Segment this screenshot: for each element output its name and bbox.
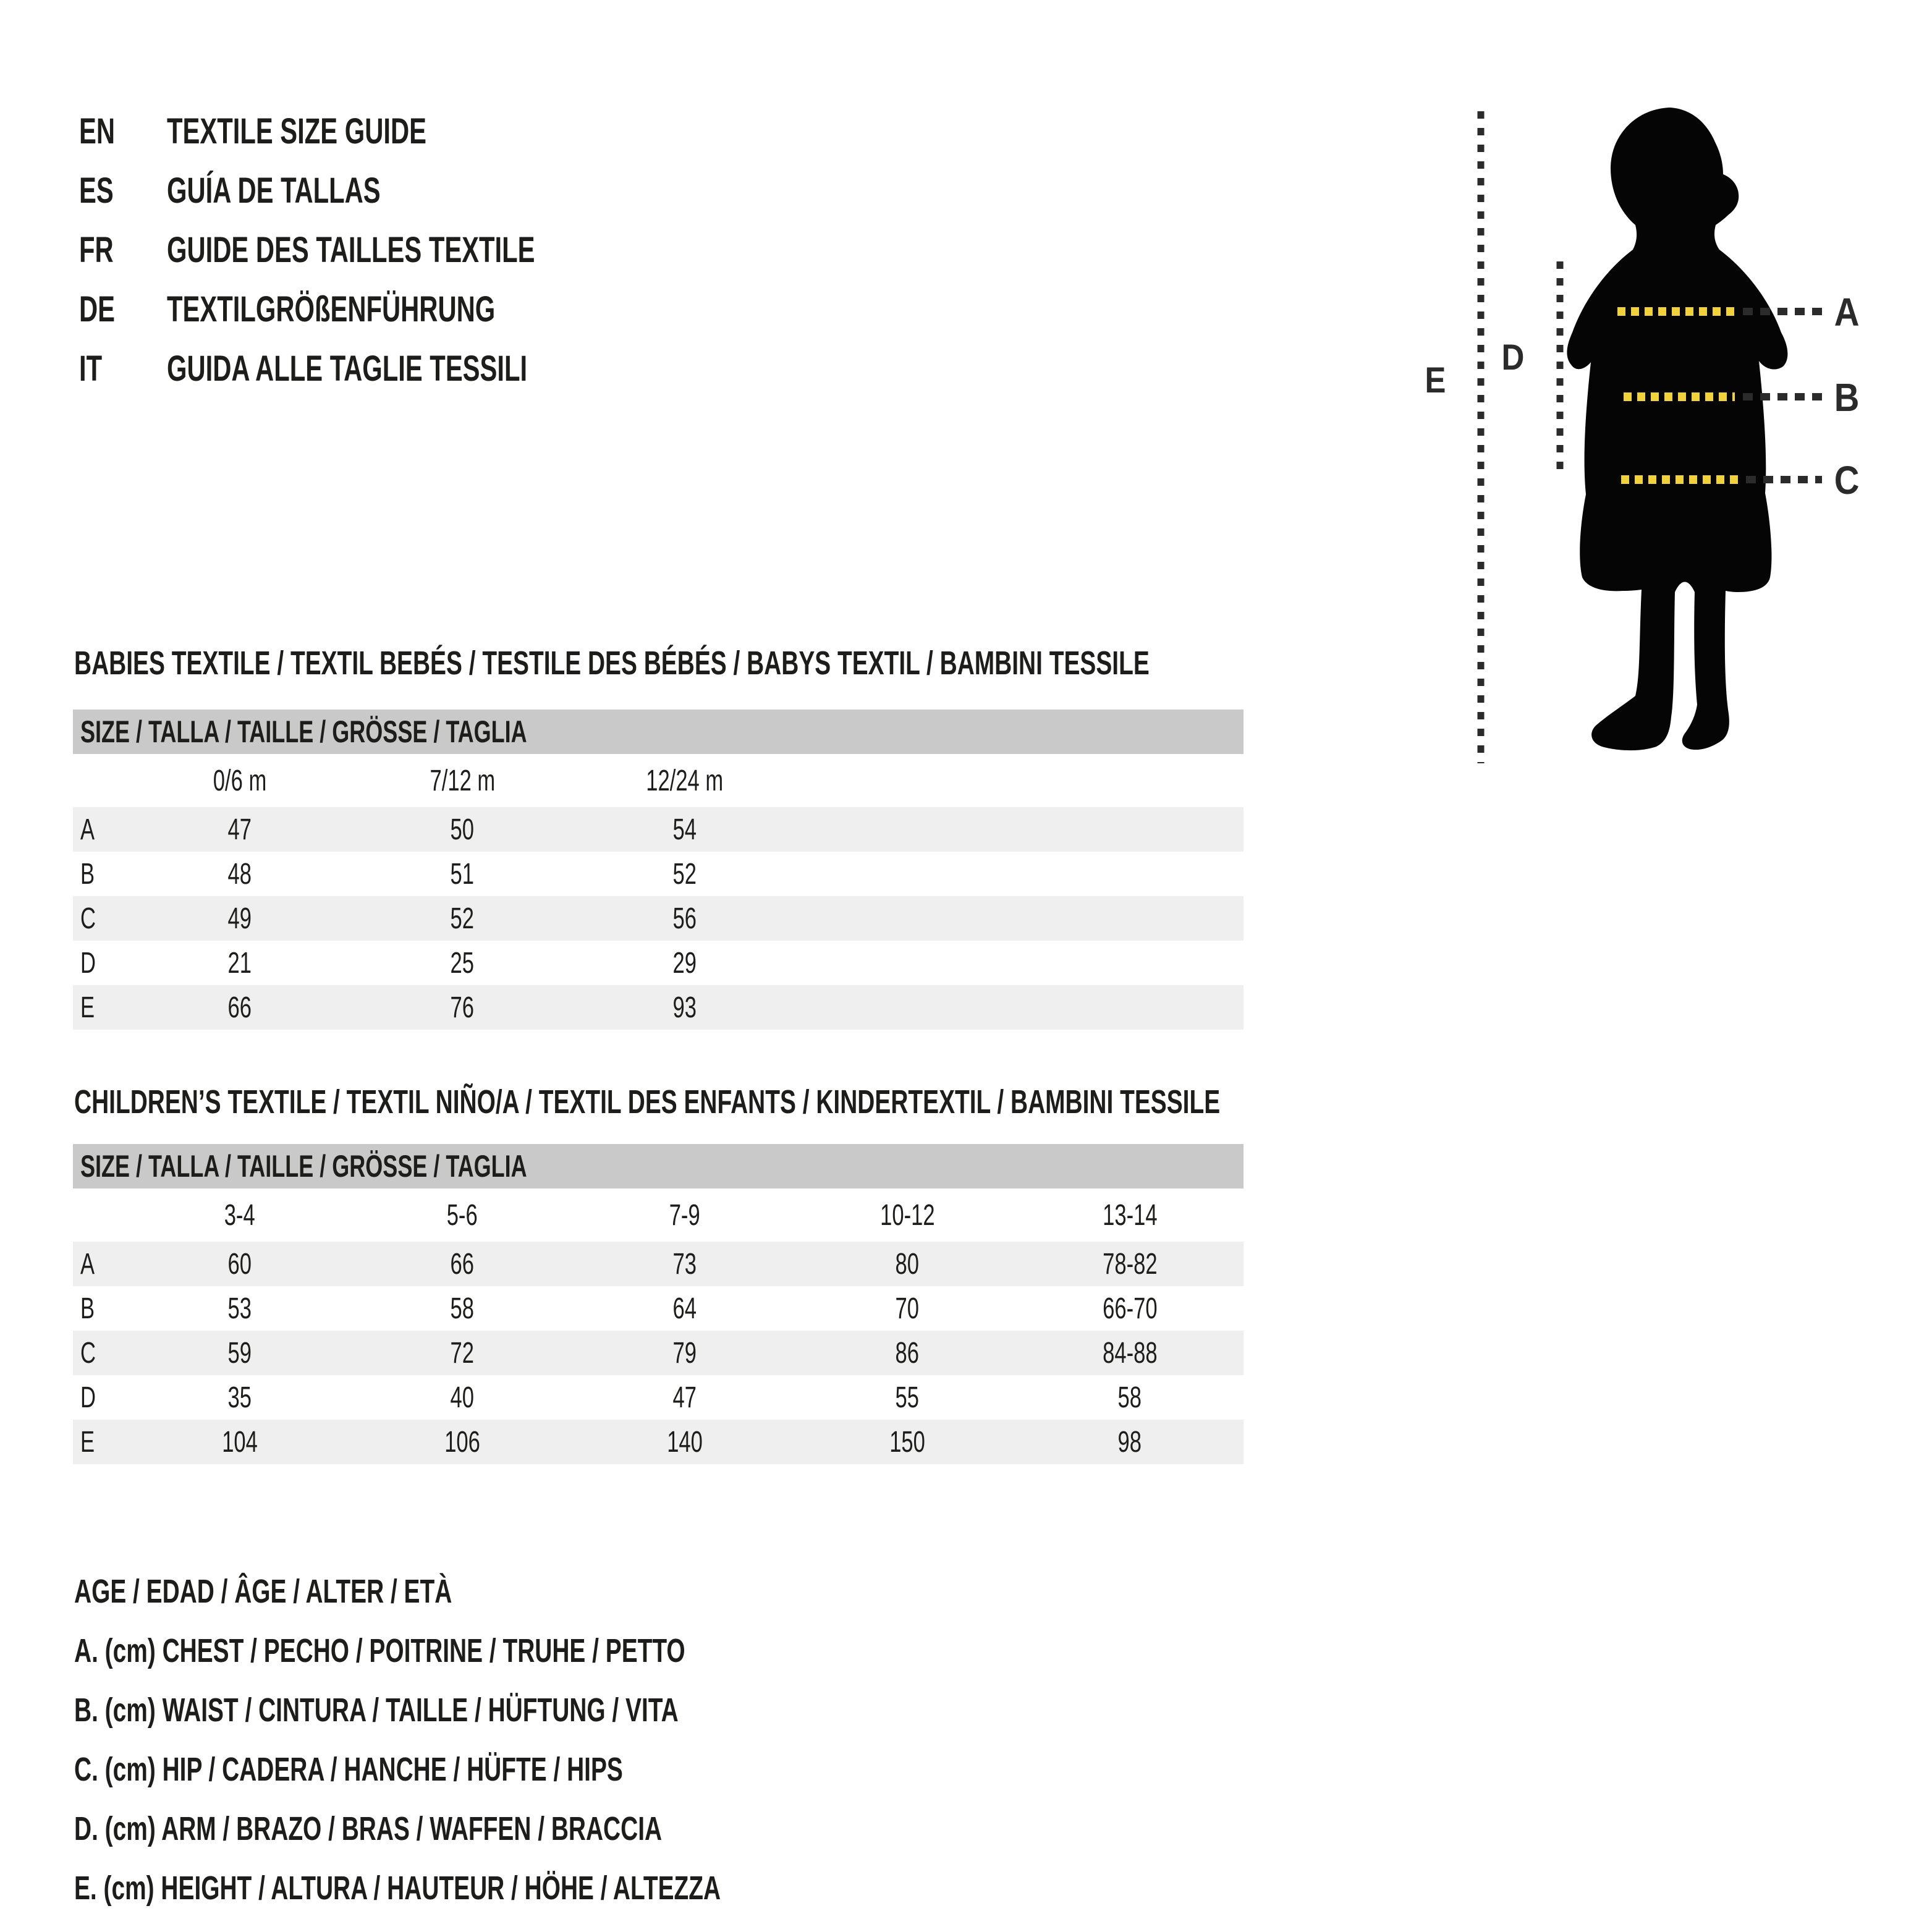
- babies-column-header-row: [73, 754, 1244, 807]
- column-header: 13-14: [1102, 1198, 1158, 1232]
- table-cell: 53: [227, 1292, 252, 1325]
- table-cell: 60: [227, 1247, 252, 1281]
- column-header: 7-9: [669, 1198, 700, 1232]
- table-cell: 59: [227, 1336, 252, 1370]
- language-row: [79, 161, 678, 220]
- children-column-header-row: [73, 1188, 1244, 1242]
- language-row: [79, 101, 678, 161]
- language-title: GUÍA DE TALLAS: [167, 170, 381, 211]
- table-row: [73, 896, 1244, 941]
- table-cell: 106: [444, 1425, 480, 1459]
- table-cell: 78-82: [1102, 1247, 1158, 1281]
- table-cell: 72: [450, 1336, 475, 1370]
- arm-label: D: [1501, 337, 1525, 378]
- table-cell: 58: [450, 1292, 475, 1325]
- table-cell: 25: [450, 946, 475, 980]
- table-row: [73, 1286, 1244, 1331]
- hip-label: C: [1834, 458, 1860, 502]
- table-cell: 66-70: [1102, 1292, 1158, 1325]
- column-header: 12/24 m: [646, 764, 724, 797]
- column-header: 3-4: [224, 1198, 255, 1232]
- table-cell: 84-88: [1102, 1336, 1158, 1370]
- chest-label: A: [1834, 290, 1860, 334]
- legend-line-chest: A. (cm) CHEST / PECHO / POITRINE / TRUHE / PETTO: [74, 1632, 685, 1669]
- language-title-block: [79, 101, 678, 398]
- measurement-legend: [74, 1562, 972, 1918]
- language-code: IT: [79, 348, 103, 389]
- table-cell: 104: [222, 1425, 258, 1459]
- table-cell: 29: [672, 946, 697, 980]
- row-label: D: [80, 946, 96, 980]
- table-cell: 76: [450, 991, 475, 1024]
- table-cell: 56: [672, 902, 697, 935]
- children-size-header-bar: SIZE / TALLA / TAILLE / GRÖSSE / TAGLIA: [73, 1144, 1244, 1188]
- table-cell: 49: [227, 902, 252, 935]
- row-label: D: [80, 1381, 96, 1414]
- row-label: E: [80, 1425, 95, 1459]
- table-cell: 150: [889, 1425, 925, 1459]
- language-title: TEXTILE SIZE GUIDE: [167, 111, 426, 151]
- column-header: 5-6: [447, 1198, 478, 1232]
- legend-line-hip: C. (cm) HIP / CADERA / HANCHE / HÜFTE / HIPS: [74, 1751, 623, 1788]
- table-row: [73, 1242, 1244, 1286]
- row-label: C: [80, 1336, 96, 1370]
- table-cell: 70: [895, 1292, 920, 1325]
- legend-line-arm: D. (cm) ARM / BRAZO / BRAS / WAFFEN / BRACCIA: [74, 1810, 663, 1847]
- table-cell: 51: [450, 857, 475, 891]
- table-cell: 48: [227, 857, 252, 891]
- table-cell: 80: [895, 1247, 920, 1281]
- table-cell: 47: [227, 813, 252, 846]
- row-label: A: [80, 813, 95, 846]
- legend-line-age: AGE / EDAD / ÂGE / ALTER / ETÀ: [74, 1573, 452, 1610]
- row-label: B: [80, 1292, 95, 1325]
- babies-size-header-bar: SIZE / TALLA / TAILLE / GRÖSSE / TAGLIA: [73, 710, 1244, 754]
- children-size-table: [73, 1144, 1244, 1464]
- legend-line-height: E. (cm) HEIGHT / ALTURA / HAUTEUR / HÖHE / ALTEZZA: [74, 1870, 721, 1907]
- children-section-title: CHILDREN’S TEXTILE / TEXTIL NIÑO/A / TEXTIL DES ENFANTS / KINDERTEXTIL / BAMBINI TESSILE: [74, 1083, 1221, 1121]
- child-silhouette: [1567, 108, 1787, 750]
- waist-label: B: [1834, 375, 1860, 420]
- table-row: [73, 852, 1244, 896]
- table-cell: 79: [672, 1336, 697, 1370]
- language-row: [79, 220, 678, 279]
- table-row: [73, 807, 1244, 852]
- language-row: [79, 339, 678, 398]
- language-title: GUIDE DES TAILLES TEXTILE: [167, 229, 535, 270]
- table-row: [73, 1420, 1244, 1464]
- language-code: EN: [79, 111, 116, 151]
- row-label: C: [80, 902, 96, 935]
- language-code: FR: [79, 229, 114, 270]
- table-cell: 64: [672, 1292, 697, 1325]
- row-label: B: [80, 857, 95, 891]
- language-row: [79, 279, 678, 339]
- table-cell: 58: [1117, 1381, 1142, 1414]
- table-cell: 140: [667, 1425, 703, 1459]
- table-cell: 50: [450, 813, 475, 846]
- table-cell: 40: [450, 1381, 475, 1414]
- babies-size-table: [73, 710, 1244, 1030]
- table-cell: 52: [450, 902, 475, 935]
- table-cell: 55: [895, 1381, 920, 1414]
- table-cell: 66: [227, 991, 252, 1024]
- language-code: DE: [79, 289, 116, 329]
- column-header: 7/12 m: [430, 764, 495, 797]
- legend-line-waist: B. (cm) WAIST / CINTURA / TAILLE / HÜFTUNG / VITA: [74, 1692, 679, 1729]
- language-code: ES: [79, 170, 114, 211]
- table-cell: 98: [1117, 1425, 1142, 1459]
- table-cell: 21: [227, 946, 252, 980]
- table-cell: 86: [895, 1336, 920, 1370]
- column-header: 0/6 m: [213, 764, 267, 797]
- table-row: [73, 985, 1244, 1030]
- table-row: [73, 1331, 1244, 1375]
- column-header: 10-12: [879, 1198, 935, 1232]
- row-label: E: [80, 991, 95, 1024]
- table-cell: 93: [672, 991, 697, 1024]
- table-row: [73, 1375, 1244, 1420]
- table-cell: 35: [227, 1381, 252, 1414]
- language-title: GUIDA ALLE TAGLIE TESSILI: [167, 348, 528, 389]
- language-title: TEXTILGRÖßENFÜHRUNG: [167, 289, 496, 329]
- table-cell: 73: [672, 1247, 697, 1281]
- table-row: [73, 941, 1244, 985]
- height-label: E: [1424, 360, 1446, 400]
- row-label: A: [80, 1247, 95, 1281]
- table-cell: 52: [672, 857, 697, 891]
- babies-section-title: BABIES TEXTILE / TEXTIL BEBÉS / TESTILE DES BÉBÉS / BABYS TEXTIL / BAMBINI TESSILE: [74, 645, 1150, 682]
- table-cell: 47: [672, 1381, 697, 1414]
- table-cell: 66: [450, 1247, 475, 1281]
- table-cell: 54: [672, 813, 697, 846]
